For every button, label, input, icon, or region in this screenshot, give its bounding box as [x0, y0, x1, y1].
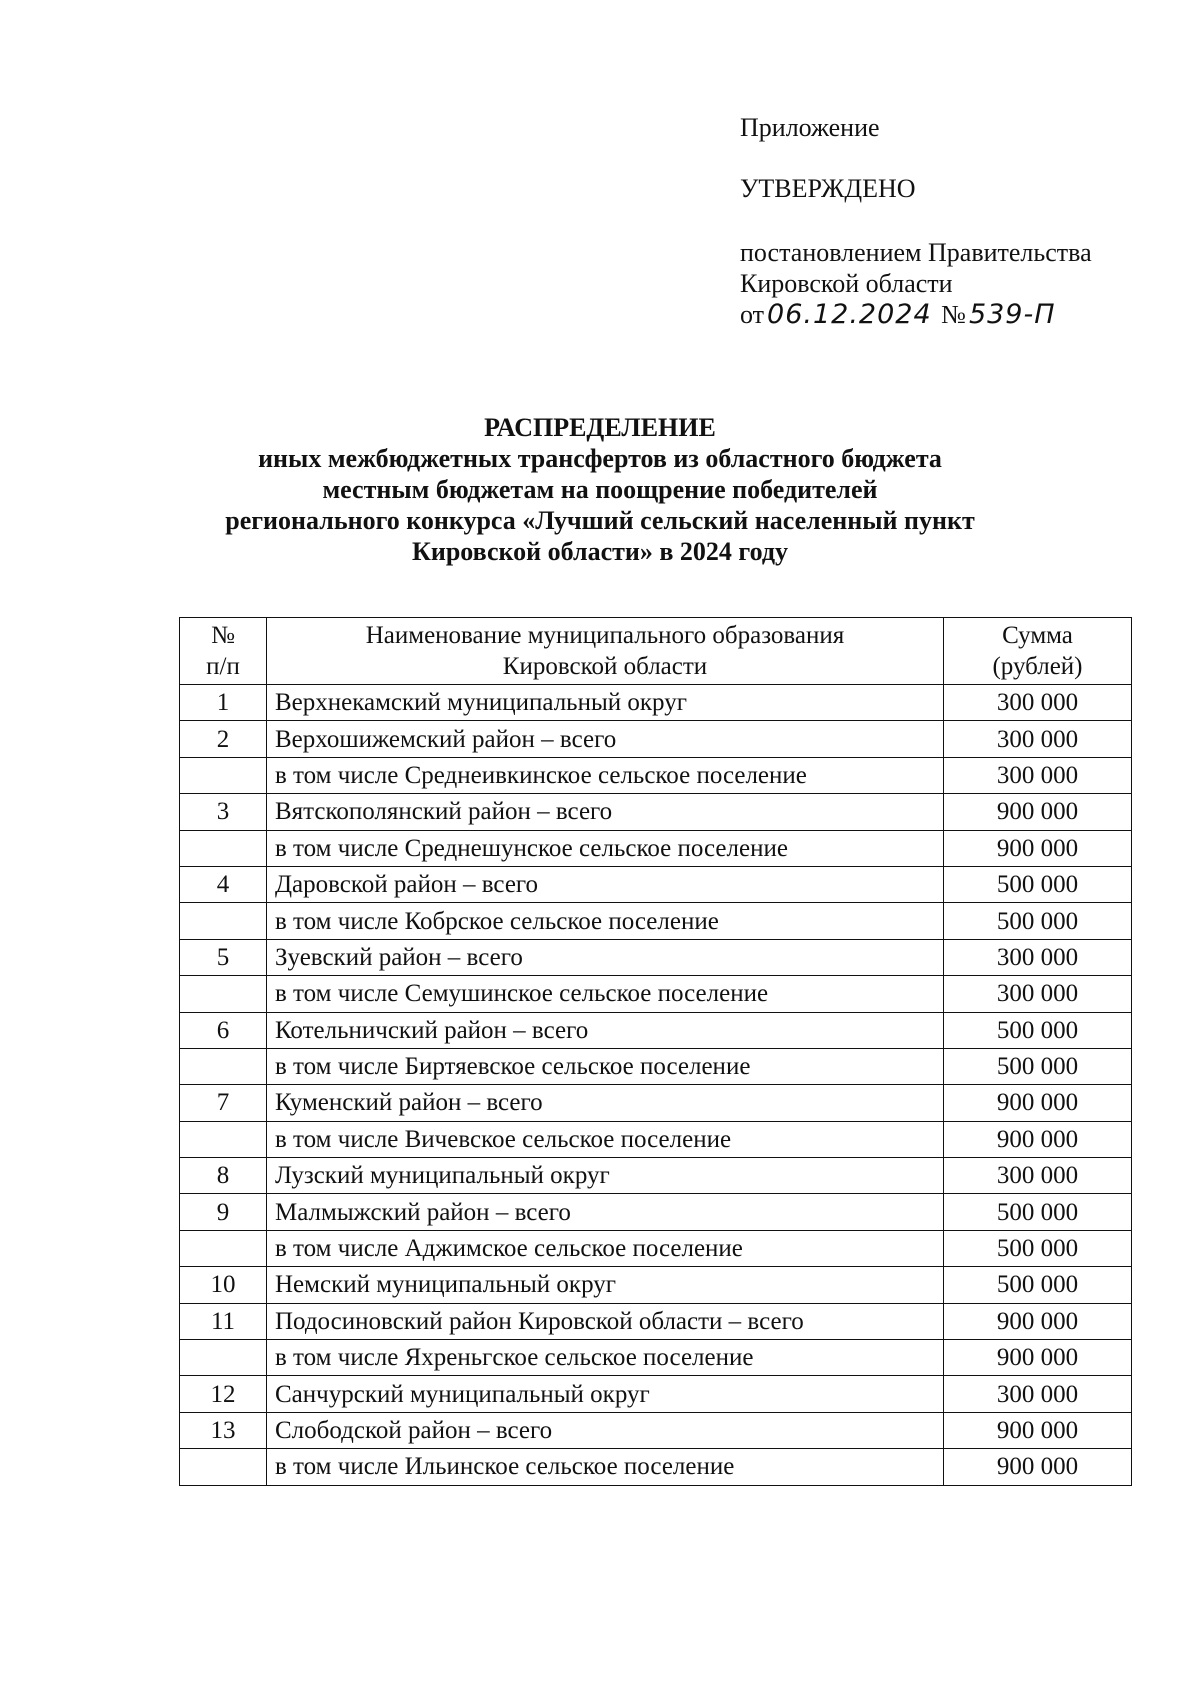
row-name: Даровской район – всего [267, 866, 944, 902]
table-row [180, 1085, 1132, 1121]
row-sum: 300 000 [944, 757, 1132, 793]
row-number: 7 [180, 1085, 267, 1121]
table-row [180, 1267, 1132, 1303]
row-number: 9 [180, 1194, 267, 1230]
row-number [180, 1230, 267, 1266]
table-row [180, 685, 1132, 721]
row-name: в том числе Среднеивкинское сельское поселение [267, 757, 944, 793]
row-sum: 500 000 [944, 1267, 1132, 1303]
table-row [180, 1158, 1132, 1194]
row-sum: 300 000 [944, 1376, 1132, 1412]
table-row [180, 794, 1132, 830]
row-name: Немский муниципальный округ [267, 1267, 944, 1303]
row-number: 12 [180, 1376, 267, 1412]
table-row [180, 1194, 1132, 1230]
row-sum: 900 000 [944, 1085, 1132, 1121]
table-header-row [180, 618, 1132, 685]
row-number [180, 830, 267, 866]
header-sum: Сумма (рублей) [944, 618, 1132, 685]
row-name: в том числе Кобрское сельское поселение [267, 903, 944, 939]
row-number: 13 [180, 1412, 267, 1448]
row-name: Куменский район – всего [267, 1085, 944, 1121]
header-name: Наименование муниципального образования Кировской области [267, 618, 944, 685]
row-number: 8 [180, 1158, 267, 1194]
row-sum: 300 000 [944, 721, 1132, 757]
row-number: 10 [180, 1267, 267, 1303]
row-name: в том числе Среднешунское сельское поселение [267, 830, 944, 866]
row-sum: 300 000 [944, 685, 1132, 721]
row-name: Санчурский муниципальный округ [267, 1376, 944, 1412]
row-number [180, 1121, 267, 1157]
row-number: 3 [180, 794, 267, 830]
row-sum: 500 000 [944, 903, 1132, 939]
handwritten-date: 06.12.2024 [767, 299, 932, 330]
title-line-5: Кировской области» в 2024 году [412, 537, 788, 566]
row-sum: 500 000 [944, 1048, 1132, 1084]
number-prefix: № [941, 300, 966, 329]
table-row [180, 1048, 1132, 1084]
row-number [180, 757, 267, 793]
row-number: 1 [180, 685, 267, 721]
row-name: Верхнекамский муниципальный округ [267, 685, 944, 721]
row-sum: 900 000 [944, 1449, 1132, 1485]
header-num: № п/п [180, 618, 267, 685]
row-name: Зуевский район – всего [267, 939, 944, 975]
approval-header [740, 112, 1180, 330]
title-line-2: иных межбюджетных трансфертов из областного бюджета [258, 444, 942, 473]
table-row [180, 1449, 1132, 1485]
table-row [180, 721, 1132, 757]
title-line-4: регионального конкурса «Лучший сельский населенный пункт [225, 506, 975, 535]
decree-date-line [740, 299, 1180, 330]
row-name: в том числе Яхреньгское сельское поселение [267, 1340, 944, 1376]
table-row [180, 1230, 1132, 1266]
row-number: 4 [180, 866, 267, 902]
table-row [180, 1012, 1132, 1048]
row-number [180, 1340, 267, 1376]
annex-label: Приложение [740, 113, 880, 142]
table-row [180, 866, 1132, 902]
document-title [150, 412, 1050, 567]
row-sum: 900 000 [944, 830, 1132, 866]
row-number [180, 1449, 267, 1485]
decree-line-1: постановлением Правительства [740, 238, 1092, 267]
row-sum: 500 000 [944, 1230, 1132, 1266]
title-line-3: местным бюджетам на поощрение победителей [322, 475, 878, 504]
row-sum: 900 000 [944, 1121, 1132, 1157]
date-prefix: от [740, 300, 765, 329]
table-row [180, 757, 1132, 793]
row-sum: 900 000 [944, 1303, 1132, 1339]
row-name: в том числе Семушинское сельское поселение [267, 976, 944, 1012]
table-row [180, 1121, 1132, 1157]
row-number: 2 [180, 721, 267, 757]
approved-label: УТВЕРЖДЕНО [740, 174, 916, 203]
handwritten-number: 539-П [968, 299, 1056, 330]
table-row [180, 903, 1132, 939]
row-sum: 300 000 [944, 1158, 1132, 1194]
row-name: в том числе Вичевское сельское поселение [267, 1121, 944, 1157]
row-name: Малмыжский район – всего [267, 1194, 944, 1230]
table-row [180, 1412, 1132, 1448]
row-name: в том числе Биртяевское сельское поселение [267, 1048, 944, 1084]
row-sum: 500 000 [944, 1012, 1132, 1048]
distribution-table [179, 617, 1132, 1486]
row-sum: 900 000 [944, 794, 1132, 830]
row-number [180, 903, 267, 939]
table-row [180, 939, 1132, 975]
row-sum: 300 000 [944, 939, 1132, 975]
decree-line-2: Кировской области [740, 269, 953, 298]
row-number [180, 1048, 267, 1084]
table-row [180, 830, 1132, 866]
table-row [180, 1340, 1132, 1376]
table-row [180, 1303, 1132, 1339]
table-row [180, 1376, 1132, 1412]
row-name: в том числе Ильинское сельское поселение [267, 1449, 944, 1485]
row-sum: 900 000 [944, 1412, 1132, 1448]
row-sum: 500 000 [944, 866, 1132, 902]
row-sum: 300 000 [944, 976, 1132, 1012]
row-name: Подосиновский район Кировской области – всего [267, 1303, 944, 1339]
row-number: 5 [180, 939, 267, 975]
row-sum: 500 000 [944, 1194, 1132, 1230]
title-line-1: РАСПРЕДЕЛЕНИЕ [484, 413, 716, 442]
row-name: Вятскополянский район – всего [267, 794, 944, 830]
row-number: 11 [180, 1303, 267, 1339]
row-name: Верхошижемский район – всего [267, 721, 944, 757]
row-name: в том числе Аджимское сельское поселение [267, 1230, 944, 1266]
table-row [180, 976, 1132, 1012]
row-number: 6 [180, 1012, 267, 1048]
row-sum: 900 000 [944, 1340, 1132, 1376]
row-number [180, 976, 267, 1012]
row-name: Котельничский район – всего [267, 1012, 944, 1048]
row-name: Слободской район – всего [267, 1412, 944, 1448]
row-name: Лузский муниципальный округ [267, 1158, 944, 1194]
